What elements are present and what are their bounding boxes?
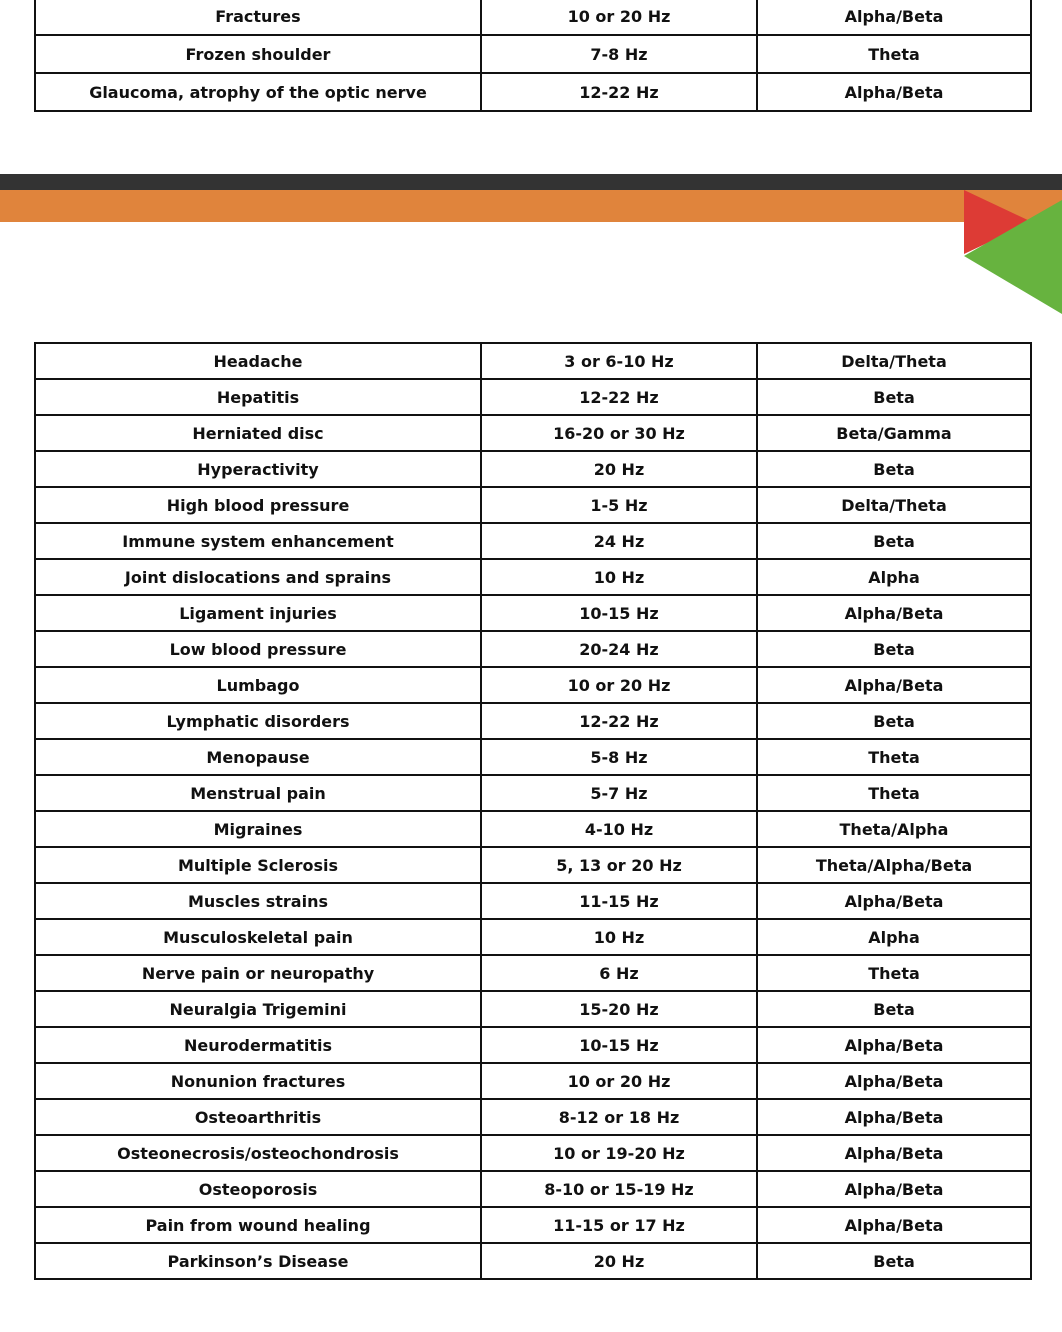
frequency-cell: 10 Hz [481,919,757,955]
band-cell: Alpha/Beta [757,595,1031,631]
frequency-cell: 5-8 Hz [481,739,757,775]
table-row [35,0,1031,35]
frequency-table-top [34,0,1032,112]
band-cell: Alpha/Beta [757,73,1031,111]
table-row [35,1135,1031,1171]
table-row [35,1063,1031,1099]
table-row [35,847,1031,883]
condition-cell: Immune system enhancement [35,523,481,559]
condition-cell: Herniated disc [35,415,481,451]
band-cell: Alpha/Beta [757,1171,1031,1207]
frequency-cell: 20 Hz [481,451,757,487]
condition-cell: Headache [35,343,481,379]
table-row [35,883,1031,919]
band-cell: Beta/Gamma [757,415,1031,451]
band-cell: Alpha/Beta [757,1207,1031,1243]
frequency-cell: 11-15 or 17 Hz [481,1207,757,1243]
condition-cell: Pain from wound healing [35,1207,481,1243]
condition-cell: Nerve pain or neuropathy [35,955,481,991]
condition-cell: Parkinson’s Disease [35,1243,481,1279]
band-cell: Theta/Alpha/Beta [757,847,1031,883]
band-cell: Beta [757,631,1031,667]
band-cell: Beta [757,991,1031,1027]
table-row [35,415,1031,451]
divider-stripe-dark [0,174,1062,190]
band-cell: Theta [757,35,1031,73]
condition-cell: Ligament injuries [35,595,481,631]
frequency-cell: 5, 13 or 20 Hz [481,847,757,883]
condition-cell: Hepatitis [35,379,481,415]
condition-cell: Fractures [35,0,481,35]
frequency-cell: 20 Hz [481,1243,757,1279]
table-row [35,73,1031,111]
band-cell: Alpha/Beta [757,1027,1031,1063]
table-row [35,919,1031,955]
table-row [35,739,1031,775]
table-row [35,523,1031,559]
condition-cell: Multiple Sclerosis [35,847,481,883]
table-row [35,1171,1031,1207]
condition-cell: Menstrual pain [35,775,481,811]
table-row [35,631,1031,667]
band-cell: Theta/Alpha [757,811,1031,847]
frequency-cell: 12-22 Hz [481,379,757,415]
table-row [35,775,1031,811]
table-row [35,451,1031,487]
condition-cell: Neurodermatitis [35,1027,481,1063]
condition-cell: Neuralgia Trigemini [35,991,481,1027]
table-row [35,35,1031,73]
table-row [35,1243,1031,1279]
condition-cell: Migraines [35,811,481,847]
frequency-cell: 5-7 Hz [481,775,757,811]
table-row [35,487,1031,523]
red-green-triangles-icon [962,190,1062,314]
frequency-cell: 6 Hz [481,955,757,991]
band-cell: Alpha [757,559,1031,595]
frequency-cell: 24 Hz [481,523,757,559]
condition-cell: Nonunion fractures [35,1063,481,1099]
band-cell: Delta/Theta [757,343,1031,379]
band-cell: Alpha/Beta [757,667,1031,703]
frequency-cell: 10 or 20 Hz [481,0,757,35]
table-row [35,559,1031,595]
condition-cell: Lumbago [35,667,481,703]
band-cell: Delta/Theta [757,487,1031,523]
condition-cell: Musculoskeletal pain [35,919,481,955]
band-cell: Alpha/Beta [757,1063,1031,1099]
frequency-cell: 8-10 or 15-19 Hz [481,1171,757,1207]
band-cell: Theta [757,775,1031,811]
frequency-cell: 20-24 Hz [481,631,757,667]
frequency-cell: 10 or 20 Hz [481,667,757,703]
frequency-cell: 10 or 19-20 Hz [481,1135,757,1171]
table-row [35,1027,1031,1063]
table-row [35,595,1031,631]
table-body [35,343,1031,1279]
frequency-cell: 7-8 Hz [481,35,757,73]
condition-cell: Low blood pressure [35,631,481,667]
table-row [35,703,1031,739]
frequency-cell: 16-20 or 30 Hz [481,415,757,451]
band-cell: Alpha [757,919,1031,955]
band-cell: Theta [757,739,1031,775]
condition-cell: Osteoarthritis [35,1099,481,1135]
band-cell: Beta [757,1243,1031,1279]
band-cell: Alpha/Beta [757,0,1031,35]
frequency-cell: 10 or 20 Hz [481,1063,757,1099]
band-cell: Beta [757,451,1031,487]
frequency-cell: 12-22 Hz [481,73,757,111]
table-row [35,343,1031,379]
condition-cell: Osteonecrosis/osteochondrosis [35,1135,481,1171]
frequency-cell: 3 or 6-10 Hz [481,343,757,379]
condition-cell: Lymphatic disorders [35,703,481,739]
table-row [35,1207,1031,1243]
band-cell: Beta [757,703,1031,739]
frequency-cell: 8-12 or 18 Hz [481,1099,757,1135]
table-row [35,811,1031,847]
frequency-cell: 11-15 Hz [481,883,757,919]
frequency-cell: 1-5 Hz [481,487,757,523]
band-cell: Beta [757,379,1031,415]
divider-stripe-orange [0,190,1062,222]
condition-cell: Joint dislocations and sprains [35,559,481,595]
frequency-cell: 4-10 Hz [481,811,757,847]
table-row [35,1099,1031,1135]
band-cell: Beta [757,523,1031,559]
frequency-cell: 15-20 Hz [481,991,757,1027]
condition-cell: Frozen shoulder [35,35,481,73]
condition-cell: High blood pressure [35,487,481,523]
condition-cell: Muscles strains [35,883,481,919]
frequency-cell: 12-22 Hz [481,703,757,739]
band-cell: Alpha/Beta [757,883,1031,919]
condition-cell: Menopause [35,739,481,775]
table-row [35,955,1031,991]
condition-cell: Osteoporosis [35,1171,481,1207]
frequency-cell: 10-15 Hz [481,595,757,631]
table-row [35,991,1031,1027]
table-row [35,379,1031,415]
frequency-table-main [34,342,1032,1280]
condition-cell: Hyperactivity [35,451,481,487]
frequency-cell: 10 Hz [481,559,757,595]
table-body [35,0,1031,111]
table-row [35,667,1031,703]
condition-cell: Glaucoma, atrophy of the optic nerve [35,73,481,111]
frequency-cell: 10-15 Hz [481,1027,757,1063]
band-cell: Alpha/Beta [757,1135,1031,1171]
band-cell: Alpha/Beta [757,1099,1031,1135]
band-cell: Theta [757,955,1031,991]
